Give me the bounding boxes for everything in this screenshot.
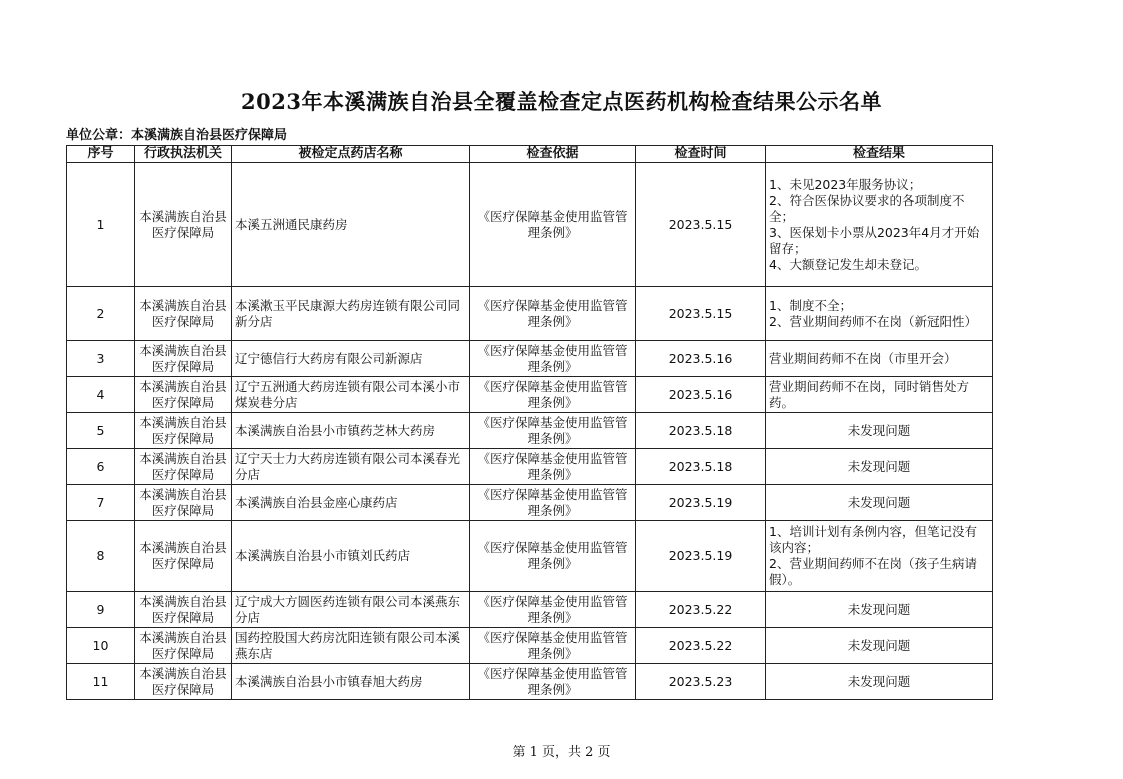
cell-agency: 本溪满族自治县医疗保障局 <box>135 377 232 413</box>
cell-result: 未发现问题 <box>766 413 993 449</box>
cell-agency: 本溪满族自治县医疗保障局 <box>135 449 232 485</box>
cell-agency: 本溪满族自治县医疗保障局 <box>135 413 232 449</box>
cell-agency: 本溪满族自治县医疗保障局 <box>135 485 232 521</box>
cell-no: 11 <box>67 664 135 700</box>
table-row <box>67 287 993 341</box>
cell-date: 2023.5.22 <box>636 592 766 628</box>
cell-result: 1、制度不全； 2、营业期间药师不在岗（新冠阳性） <box>766 287 993 341</box>
cell-no: 5 <box>67 413 135 449</box>
cell-result: 未发现问题 <box>766 485 993 521</box>
cell-agency: 本溪满族自治县医疗保障局 <box>135 664 232 700</box>
cell-result: 1、培训计划有条例内容，但笔记没有该内容； 2、营业期间药师不在岗（孩子生病请假）。 <box>766 521 993 592</box>
cell-basis: 《医疗保障基金使用监管管理条例》 <box>470 485 636 521</box>
cell-result: 1、未见2023年服务协议； 2、符合医保协议要求的各项制度不全； 3、医保划卡小票从2023年4月才开始留存； 4、大额登记发生却未登记。 <box>766 163 993 287</box>
header-store: 被检定点药店名称 <box>232 146 470 163</box>
table-row <box>67 485 993 521</box>
table-row <box>67 628 993 664</box>
table-row <box>67 163 993 287</box>
cell-no: 9 <box>67 592 135 628</box>
cell-date: 2023.5.18 <box>636 449 766 485</box>
table-header-row <box>67 146 993 163</box>
cell-date: 2023.5.16 <box>636 377 766 413</box>
table-row <box>67 449 993 485</box>
cell-basis: 《医疗保障基金使用监管管理条例》 <box>470 377 636 413</box>
table-row <box>67 341 993 377</box>
cell-no: 10 <box>67 628 135 664</box>
cell-no: 2 <box>67 287 135 341</box>
cell-store: 辽宁天士力大药房连锁有限公司本溪春光分店 <box>232 449 470 485</box>
cell-date: 2023.5.15 <box>636 287 766 341</box>
cell-basis: 《医疗保障基金使用监管管理条例》 <box>470 287 636 341</box>
cell-basis: 《医疗保障基金使用监管管理条例》 <box>470 163 636 287</box>
table-row <box>67 592 993 628</box>
cell-result: 营业期间药师不在岗（市里开会） <box>766 341 993 377</box>
cell-store: 辽宁德信行大药房有限公司新源店 <box>232 341 470 377</box>
inspection-table <box>66 145 993 700</box>
cell-store: 本溪满族自治县小市镇刘氏药店 <box>232 521 470 592</box>
cell-date: 2023.5.15 <box>636 163 766 287</box>
cell-no: 1 <box>67 163 135 287</box>
cell-no: 6 <box>67 449 135 485</box>
table-row <box>67 377 993 413</box>
cell-agency: 本溪满族自治县医疗保障局 <box>135 592 232 628</box>
cell-basis: 《医疗保障基金使用监管管理条例》 <box>470 449 636 485</box>
table-row <box>67 413 993 449</box>
cell-store: 辽宁成大方圆医药连锁有限公司本溪燕东分店 <box>232 592 470 628</box>
cell-basis: 《医疗保障基金使用监管管理条例》 <box>470 521 636 592</box>
cell-date: 2023.5.16 <box>636 341 766 377</box>
header-no: 序号 <box>67 146 135 163</box>
cell-result: 未发现问题 <box>766 664 993 700</box>
document-title: 2023年本溪满族自治县全覆盖检查定点医药机构检查结果公示名单 <box>241 89 882 114</box>
cell-no: 3 <box>67 341 135 377</box>
cell-store: 本溪漱玉平民康源大药房连锁有限公司同新分店 <box>232 287 470 341</box>
header-basis: 检查依据 <box>470 146 636 163</box>
cell-store: 国药控股国大药房沈阳连锁有限公司本溪燕东店 <box>232 628 470 664</box>
table-row <box>67 664 993 700</box>
cell-agency: 本溪满族自治县医疗保障局 <box>135 521 232 592</box>
page-footer: 第 1 页，共 2 页 <box>512 745 611 760</box>
cell-basis: 《医疗保障基金使用监管管理条例》 <box>470 341 636 377</box>
cell-result: 未发现问题 <box>766 592 993 628</box>
cell-basis: 《医疗保障基金使用监管管理条例》 <box>470 628 636 664</box>
header-date: 检查时间 <box>636 146 766 163</box>
cell-agency: 本溪满族自治县医疗保障局 <box>135 287 232 341</box>
cell-agency: 本溪满族自治县医疗保障局 <box>135 628 232 664</box>
cell-basis: 《医疗保障基金使用监管管理条例》 <box>470 592 636 628</box>
cell-date: 2023.5.19 <box>636 521 766 592</box>
cell-no: 4 <box>67 377 135 413</box>
header-result: 检查结果 <box>766 146 993 163</box>
cell-store: 辽宁五洲通大药房连锁有限公司本溪小市煤炭巷分店 <box>232 377 470 413</box>
cell-basis: 《医疗保障基金使用监管管理条例》 <box>470 413 636 449</box>
cell-agency: 本溪满族自治县医疗保障局 <box>135 341 232 377</box>
cell-no: 7 <box>67 485 135 521</box>
unit-seal-line: 单位公章：本溪满族自治县医疗保障局 <box>66 128 288 143</box>
cell-basis: 《医疗保障基金使用监管管理条例》 <box>470 664 636 700</box>
cell-date: 2023.5.19 <box>636 485 766 521</box>
cell-result: 未发现问题 <box>766 628 993 664</box>
cell-date: 2023.5.23 <box>636 664 766 700</box>
cell-result: 营业期间药师不在岗，同时销售处方药。 <box>766 377 993 413</box>
cell-store: 本溪满族自治县小市镇春旭大药房 <box>232 664 470 700</box>
header-agency: 行政执法机关 <box>135 146 232 163</box>
cell-result: 未发现问题 <box>766 449 993 485</box>
cell-store: 本溪五洲通民康药房 <box>232 163 470 287</box>
cell-store: 本溪满族自治县金座心康药店 <box>232 485 470 521</box>
cell-agency: 本溪满族自治县医疗保障局 <box>135 163 232 287</box>
cell-no: 8 <box>67 521 135 592</box>
table-row <box>67 521 993 592</box>
cell-date: 2023.5.22 <box>636 628 766 664</box>
cell-store: 本溪满族自治县小市镇药芝林大药房 <box>232 413 470 449</box>
cell-date: 2023.5.18 <box>636 413 766 449</box>
